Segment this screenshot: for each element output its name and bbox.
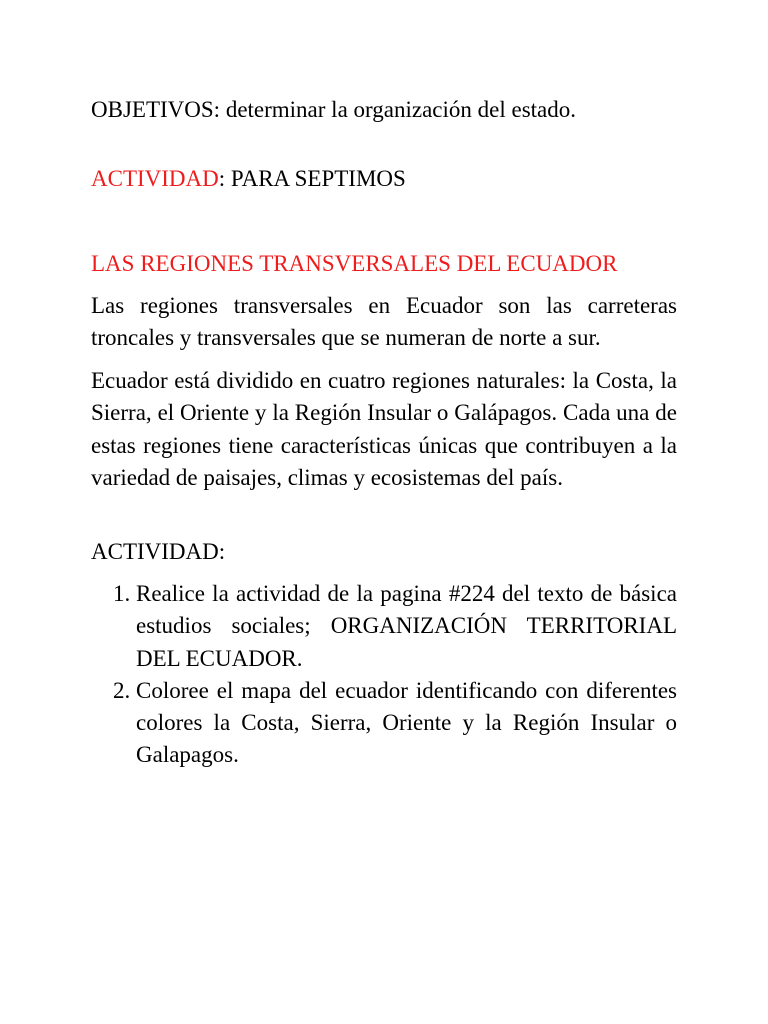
list-item-text: Realice la actividad de la pagina #224 del texto de básica estudios sociales; ORGANIZACIÓN TERRITORIAL DEL ECUADOR.	[136, 581, 677, 671]
task-list	[91, 578, 677, 772]
actividad-header-text: : PARA SEPTIMOS	[218, 166, 406, 191]
section-title: LAS REGIONES TRANSVERSALES DEL ECUADOR	[91, 251, 618, 276]
objetivos-line	[91, 95, 576, 125]
objetivos-text: determinar la organización del estado.	[220, 97, 576, 122]
actividad-label: ACTIVIDAD:	[91, 539, 226, 564]
paragraph-regiones-transversales: Las regiones transversales en Ecuador son las carreteras troncales y transversales que se numeran de norte a sur.	[91, 293, 677, 351]
list-item-number: 1.	[113, 581, 131, 606]
list-item-text: Coloree el mapa del ecuador identificando con diferentes colores la Costa, Sierra, Oriente y la Región Insular o Galapagos.	[136, 677, 677, 768]
list-item-number: 2.	[113, 677, 131, 703]
list-item	[91, 578, 677, 675]
list-item	[91, 675, 677, 772]
actividad-header-line	[91, 164, 406, 194]
objetivos-label: OBJETIVOS:	[91, 97, 221, 122]
paragraph-regiones-naturales: Ecuador está dividido en cuatro regiones naturales: la Costa, la Sierra, el Oriente y la Región Insular o Galápagos. Cada una de estas regiones tiene características únicas que contribuyen a la variedad de paisajes, climas y ecosistemas del país.	[91, 368, 677, 490]
actividad-header-label: ACTIVIDAD	[91, 166, 219, 191]
